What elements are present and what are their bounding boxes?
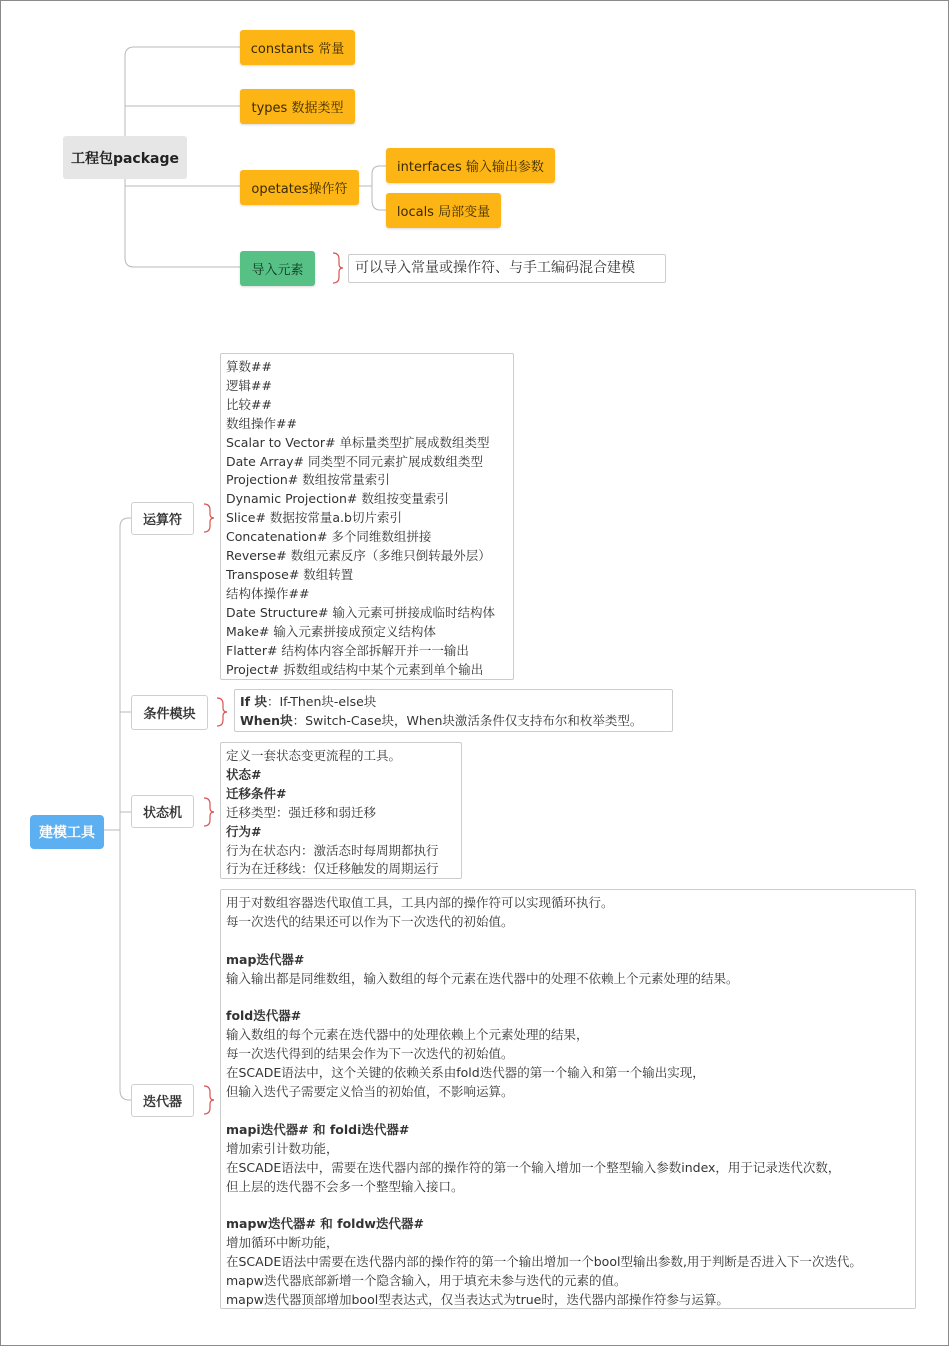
when-block-text: ：Switch-Case块，When块激活条件仅支持布尔和枚举类型。 — [292, 712, 643, 728]
operator-item: Scalar to Vector# 单标量类型扩展成数组类型 — [226, 434, 490, 450]
it-spacer — [226, 932, 910, 951]
modeling-root-node[interactable]: 建模工具 — [30, 815, 104, 849]
locals-node[interactable]: locals 局部变量 — [386, 193, 501, 228]
state-machine-note — [220, 742, 462, 879]
it-mapw-3: mapw迭代器底部新增一个隐含输入，用于填充未参与迭代的元素的值。 — [226, 1273, 627, 1289]
operator-item: 算数## — [226, 359, 272, 374]
operator-item: Concatenation# 多个同维数组拼接 — [226, 529, 432, 545]
it-fold-1: 输入数组的每个元素在迭代器中的处理依赖上个元素处理的结果， — [226, 1027, 589, 1043]
operates-node[interactable]: opetates操作符 — [240, 170, 359, 205]
it-map-1: 输入输出都是同维数组，输入数组的每个元素在迭代器中的处理不依赖上个元素处理的结果。 — [226, 970, 739, 986]
operator-item: 逻辑## — [226, 377, 272, 393]
it-intro-2: 每一次迭代的结果还可以作为下一次迭代的初始值。 — [226, 913, 514, 929]
operator-item: Dynamic Projection# 数组按变量索引 — [226, 491, 449, 507]
types-node[interactable]: types 数据类型 — [240, 89, 355, 124]
sm-intro: 定义一套状态变更流程的工具。 — [226, 748, 402, 763]
operator-item: Slice# 数据按常量a.b切片索引 — [226, 510, 402, 526]
it-spacer — [226, 1102, 910, 1121]
package-root-node[interactable]: 工程包package — [63, 136, 187, 179]
it-fold-title: fold迭代器# — [226, 1008, 302, 1024]
operator-item: 数组操作## — [226, 415, 297, 431]
it-intro-1: 用于对数组容器迭代取值工具，工具内部的操作符可以实现循环执行。 — [226, 895, 614, 910]
import-node[interactable]: 导入元素 — [240, 251, 315, 286]
operator-item: Reverse# 数组元素反序（多维只倒转最外层） — [226, 548, 491, 564]
when-block-label: When块 — [240, 712, 293, 728]
it-mapw-title: mapw迭代器# 和 foldw迭代器# — [226, 1216, 424, 1232]
it-mapw-4: mapw迭代器顶部增加bool型表达式，仅当表达式为true时，迭代器内部操作符参与运算。 — [226, 1291, 729, 1307]
it-map-title: map迭代器# — [226, 951, 305, 967]
it-fold-4: 但输入迭代子需要定义恰当的初始值，不影响运算。 — [226, 1084, 514, 1100]
iterator-category-node[interactable]: 迭代器 — [131, 1084, 194, 1117]
it-spacer — [226, 989, 910, 1008]
interfaces-node[interactable]: interfaces 输入输出参数 — [386, 148, 555, 183]
sm-behavior-on-transition: 行为在迁移线：仅迁移触发的周期运行 — [226, 861, 439, 877]
state-machine-category-node[interactable]: 状态机 — [131, 795, 194, 828]
operator-item: 比较## — [226, 396, 272, 412]
it-fold-3: 在SCADE语法中，这个关键的依赖关系由fold迭代器的第一个输入和第一个输出实现， — [226, 1065, 705, 1081]
constants-node[interactable]: constants 常量 — [240, 30, 355, 65]
operator-item: Projection# 数组按常量索引 — [226, 472, 390, 488]
it-mapi-1: 增加索引计数功能， — [226, 1140, 339, 1156]
operator-item: 结构体操作## — [226, 585, 310, 601]
sm-transition-condition-title: 迁移条件# — [226, 785, 287, 801]
sm-transition-types: 迁移类型：强迁移和弱迁移 — [226, 804, 377, 820]
it-mapi-3: 但上层的迭代器不会多一个整型输入接口。 — [226, 1178, 464, 1194]
operators-note — [220, 353, 514, 680]
it-mapi-title: mapi迭代器# 和 foldi迭代器# — [226, 1121, 410, 1137]
import-note — [348, 254, 666, 283]
it-mapi-2: 在SCADE语法中，需要在迭代器内部的操作符的第一个输入增加一个整型输入参数index，用于记录迭代次数， — [226, 1159, 841, 1175]
operator-item: Transpose# 数组转置 — [226, 566, 354, 582]
operator-item: Project# 拆数组或结构中某个元素到单个输出 — [226, 661, 484, 677]
if-block-text: ：If-Then块-else块 — [266, 694, 377, 709]
sm-behavior-in-state: 行为在状态内：激活态时每周期都执行 — [226, 842, 439, 858]
if-block-label: If 块 — [240, 694, 267, 709]
import-note-text: 可以导入常量或操作符、与手工编码混合建模 — [355, 260, 635, 277]
sm-state-title: 状态# — [226, 766, 262, 782]
operators-category-node[interactable]: 运算符 — [131, 502, 194, 535]
operator-item: Date Structure# 输入元素可拼接成临时结构体 — [226, 604, 495, 620]
operator-item: Make# 输入元素拼接成预定义结构体 — [226, 623, 436, 639]
conditional-note — [234, 689, 673, 732]
it-spacer — [226, 1196, 910, 1215]
operator-item: Date Array# 同类型不同元素扩展成数组类型 — [226, 453, 483, 469]
operator-item: Flatter# 结构体内容全部拆解开并一一输出 — [226, 642, 469, 658]
it-mapw-2: 在SCADE语法中需要在迭代器内部的操作符的第一个输出增加一个bool型输出参数,用于判断是否进入下一次迭代。 — [226, 1254, 862, 1270]
operators-note-lines — [226, 358, 508, 679]
conditional-category-node[interactable]: 条件模块 — [131, 695, 208, 730]
iterator-note — [220, 889, 916, 1309]
it-fold-2: 每一次迭代得到的结果会作为下一次迭代的初始值。 — [226, 1046, 514, 1062]
sm-behavior-title: 行为# — [226, 823, 262, 839]
it-mapw-1: 增加循环中断功能， — [226, 1235, 339, 1251]
